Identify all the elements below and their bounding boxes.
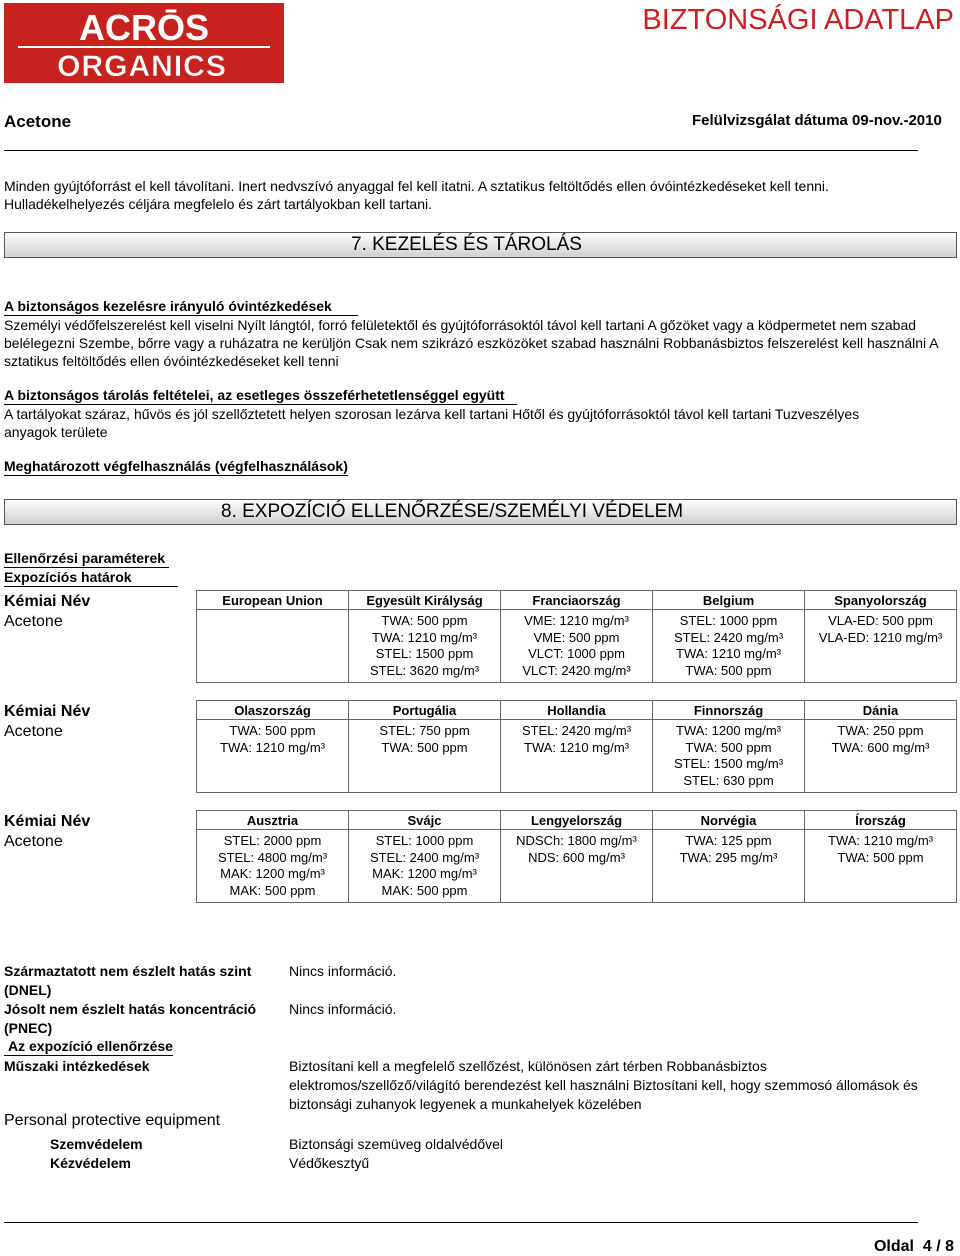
table-row	[197, 720, 957, 793]
exposure-table-3	[196, 810, 957, 903]
limit-value: VLCT: 2420 mg/m³	[522, 662, 631, 678]
limit-value: TWA: 1210 mg/m³	[372, 629, 477, 645]
eye-protection-value: Biztonsági szemüveg oldalvédővel	[289, 1136, 504, 1152]
chemical-name-label: Kémiai Név	[4, 593, 91, 610]
limit-value: TWA: 500 ppm	[381, 739, 468, 755]
table-cell	[501, 830, 653, 903]
limit-value: TWA: 500 ppm	[685, 739, 772, 755]
chemical-name: Acetone	[4, 723, 63, 740]
pnec-value: Nincs információ.	[289, 1001, 397, 1017]
chemical-name-block-1	[4, 592, 90, 632]
table-cell	[653, 830, 805, 903]
storage-heading: A biztonságos tárolás feltételei, az esetleges összeférhetetlenséggel együtt	[4, 387, 517, 405]
table-cell	[349, 610, 501, 683]
chemical-name-block-2	[4, 702, 90, 742]
header-divider	[4, 150, 918, 151]
country-header: Franciaország	[501, 591, 653, 610]
table-row	[197, 610, 957, 683]
intro-text	[4, 177, 944, 213]
limit-value: STEL: 4800 mg/m³	[217, 849, 328, 865]
exposure-control-heading: Az expozíció ellenőrzése	[4, 1038, 173, 1056]
pnec-label: Jósolt nem észlelt hatás koncentráció (PNEC)	[4, 1001, 257, 1036]
table-cell	[653, 610, 805, 683]
limit-value: TWA: 500 ppm	[381, 613, 468, 628]
limit-value: MAK: 1200 mg/m³	[220, 866, 325, 881]
document-title: BIZTONSÁGI ADATLAP	[642, 4, 954, 36]
country-header: Írország	[805, 811, 957, 830]
control-params-heading: Ellenőrzési paraméterek	[4, 550, 169, 568]
limit-value: TWA: 1200 mg/m³	[676, 723, 781, 738]
limit-value: TWA: 1210 mg/m³	[828, 833, 933, 848]
safe-handling-heading: A biztonságos kezelésre irányuló óvintézkedések	[4, 298, 358, 316]
country-header: Egyesült Királyság	[349, 591, 501, 610]
chemical-name: Acetone	[4, 833, 63, 850]
limit-value: STEL: 630 ppm	[683, 772, 774, 788]
limit-value: STEL: 2400 mg/m³	[369, 849, 480, 865]
limit-value: VME: 1210 mg/m³	[524, 613, 629, 628]
hand-protection-label: Kézvédelem	[50, 1155, 131, 1171]
exposure-table-2	[196, 700, 957, 793]
limit-value: TWA: 500 ppm	[229, 723, 316, 738]
limit-value: STEL: 750 ppm	[379, 723, 470, 738]
country-header: Portugália	[349, 701, 501, 720]
chemical-name-label: Kémiai Név	[4, 703, 91, 720]
limit-value: TWA: 1210 mg/m³	[524, 739, 629, 755]
country-header: Spanyolország	[805, 591, 957, 610]
chemical-name-block-3	[4, 812, 90, 852]
revision-date: Felülvizsgálat dátuma 09-nov.-2010	[692, 112, 942, 129]
storage-text: A tartályokat száraz, hűvös és jól szellőztetett helyen szorosan lezárva kell tartani Hőtől és gyújtóforrásoktól távol kell tartani Tuzveszélyes anyagok területe	[4, 406, 860, 440]
country-header: Dánia	[805, 701, 957, 720]
limit-value: NDS: 600 mg/m³	[528, 849, 625, 865]
dnel-value: Nincs információ.	[289, 963, 397, 979]
chemical-name: Acetone	[4, 613, 63, 630]
table-cell	[805, 830, 957, 903]
safe-handling-text: Személyi védőfelszerelést kell viselni Nyílt lángtól, forró felületektől és gyújtóforrásoktól távol kell tartani A gőzöket vagy a ködpermetet nem szabad belélegezni Szembe, bőrre vagy a ruházatra ne kerüljön Csak nem szikrázó eszközöket szabad használni Robbanásbiztos felszerelést kell használni A sztatikus feltöltődés ellen óvóintézkedéseket kell tenni	[4, 317, 938, 369]
acros-organics-logo	[4, 3, 284, 83]
svg-text:ACRŌS: ACRŌS	[78, 7, 210, 48]
limit-value: TWA: 500 ppm	[837, 849, 924, 865]
limit-value: VLA-ED: 1210 mg/m³	[818, 629, 943, 645]
limit-value: TWA: 600 mg/m³	[831, 739, 930, 755]
country-header: Finnország	[653, 701, 805, 720]
ppe-heading: Personal protective equipment	[4, 1112, 221, 1129]
engineering-measures-text: Biztosítani kell a megfelelő szellőzést, különösen zárt térben Robbanásbiztos elektromos/szellőző/világító berendezést kell használni Biztosítani kell, hogy szemmosó állomások és biztonsági zuhanyok legyenek a munkahelyek közelében	[289, 1058, 918, 1112]
limit-value: TWA: 250 ppm	[837, 723, 924, 738]
country-header: Ausztria	[197, 811, 349, 830]
limit-value: STEL: 2420 mg/m³	[673, 629, 784, 645]
product-name: Acetone	[4, 112, 72, 131]
section-8-header	[4, 499, 957, 525]
page-number: Oldal 4 / 8	[873, 1238, 954, 1255]
dnel-label: Származtatott nem észlelt hatás szint (DNEL)	[4, 963, 252, 998]
limit-value: STEL: 2420 mg/m³	[521, 723, 632, 738]
exposure-table-1	[196, 590, 957, 683]
table-cell	[653, 720, 805, 793]
footer-divider	[4, 1222, 918, 1223]
table-row	[197, 830, 957, 903]
section-7-title: 7. KEZELÉS ÉS TÁROLÁS	[351, 234, 582, 255]
limit-value: MAK: 500 ppm	[381, 882, 468, 898]
limit-value: VME: 500 ppm	[533, 629, 620, 645]
engineering-measures-label: Műszaki intézkedések	[4, 1058, 150, 1074]
table-cell	[197, 610, 349, 683]
limit-value: TWA: 295 mg/m³	[679, 849, 778, 865]
limit-value: STEL: 1500 ppm	[375, 646, 474, 661]
table-header-row	[197, 701, 957, 720]
end-use-heading: Meghatározott végfelhasználás (végfelhasználások)	[4, 458, 348, 474]
country-header: Lengyelország	[501, 811, 653, 830]
table-header-row	[197, 591, 957, 610]
country-header: Belgium	[653, 591, 805, 610]
limit-value: MAK: 500 ppm	[229, 882, 316, 898]
limit-value: STEL: 1000 ppm	[375, 833, 474, 848]
limit-value: TWA: 125 ppm	[685, 833, 772, 848]
country-header: Norvégia	[653, 811, 805, 830]
limit-value: TWA: 1210 mg/m³	[220, 739, 325, 755]
table-header-row	[197, 811, 957, 830]
limit-value: NDSCh: 1800 mg/m³	[516, 833, 637, 848]
table-cell	[349, 830, 501, 903]
limit-value: VLA-ED: 500 ppm	[828, 613, 933, 628]
table-cell	[349, 720, 501, 793]
table-cell	[501, 720, 653, 793]
intro-line-1: Minden gyújtóforrást el kell távolítani. Inert nedvszívó anyaggal fel kell itatni. A sztatikus feltöltődés ellen óvóintézkedéseket kell tenni.	[4, 178, 829, 194]
section-8-title: 8. EXPOZÍCIÓ ELLENŐRZÉSE/SZEMÉLYI VÉDELEM	[221, 501, 684, 522]
exposure-limits-heading: Expozíciós határok	[4, 569, 178, 587]
country-header: Hollandia	[501, 701, 653, 720]
table-cell	[805, 610, 957, 683]
country-header: Svájc	[349, 811, 501, 830]
limit-value: MAK: 1200 mg/m³	[372, 866, 477, 881]
limit-value: STEL: 1500 mg/m³	[673, 756, 784, 771]
limit-value: STEL: 1000 ppm	[679, 613, 778, 628]
limit-value: TWA: 500 ppm	[685, 662, 772, 678]
table-cell	[805, 720, 957, 793]
intro-line-2: Hulladékelhelyezés céljára megfelelo és zárt tartályokban kell tartani.	[4, 196, 432, 212]
table-cell	[501, 610, 653, 683]
limit-value: TWA: 1210 mg/m³	[676, 646, 781, 661]
hand-protection-value: Védőkesztyű	[289, 1155, 370, 1171]
svg-text:ORGANICS: ORGANICS	[57, 50, 227, 83]
section-7-header	[4, 232, 957, 258]
chemical-name-label: Kémiai Név	[4, 813, 91, 830]
table-cell	[197, 720, 349, 793]
table-cell	[197, 830, 349, 903]
country-header: Olaszország	[197, 701, 349, 720]
eye-protection-label: Szemvédelem	[50, 1136, 143, 1152]
country-header: European Union	[197, 591, 349, 610]
limit-value: VLCT: 1000 ppm	[528, 646, 625, 661]
limit-value: STEL: 2000 ppm	[223, 833, 322, 848]
limit-value: STEL: 3620 mg/m³	[369, 662, 480, 678]
